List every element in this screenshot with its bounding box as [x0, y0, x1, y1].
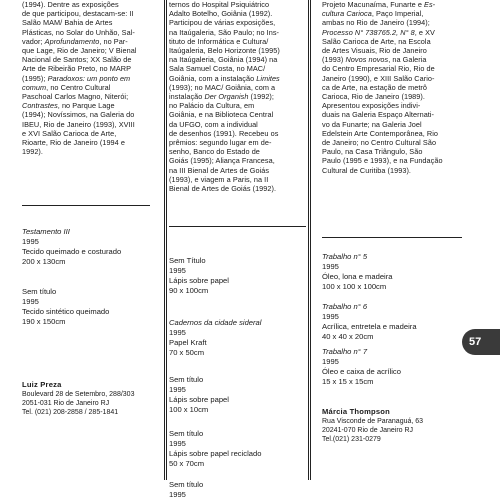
artwork-title: Sem título [22, 287, 57, 296]
bio-line: da UFGO, com a individual [169, 119, 258, 129]
column-divider-right-inner [308, 0, 309, 480]
bio-line: Apresentou exposições indivi- [322, 101, 421, 111]
artwork-entry [169, 318, 306, 358]
bio-line: Itaúgaleria, Belo Horizonte (1995) [169, 46, 280, 56]
artwork-entry [22, 287, 150, 327]
artwork-title: Sem título [169, 480, 204, 489]
contact-postal: 2051-031 Rio de Janeiro RJ [22, 400, 110, 407]
bio-line: (1993), e viagem a Paris, na II [169, 174, 269, 184]
page-number-tab: 57 [462, 329, 500, 355]
artwork-medium: Lápis sobre papel [169, 276, 229, 285]
bio-line: cultura Carioca, Paço Imperial, [322, 9, 424, 19]
bio-line: (1994); Novíssimos, na Galeria do [22, 110, 135, 120]
bio-line: Edelstein Arte Contemporânea, Rio [322, 128, 439, 138]
bio-line: Janeiro (1990), e XIII Salão Cario- [322, 73, 435, 83]
bio-line: comum, no Centro Cultural [22, 82, 111, 92]
artwork-medium: Óleo e caixa de acrílico [322, 367, 401, 376]
artwork-title: Trabalho n° 7 [322, 347, 368, 356]
bio-line: ternos do Hospital Psiquiátrico [169, 0, 270, 9]
artwork-size: 90 x 100cm [169, 286, 209, 295]
bio-line: Cultural de Curitiba (1993). [322, 165, 412, 175]
artwork-size: 70 x 50cm [169, 348, 205, 357]
bio-line: que Lage, Rio de Janeiro; V Bienal [22, 46, 137, 56]
contact-phone: Tel. (021) 208-2858 / 285-1841 [22, 409, 119, 416]
artwork-title: Testamento III [22, 227, 70, 236]
artwork-title: Sem Título [169, 256, 206, 265]
artwork-medium: Óleo, lona e madeira [322, 272, 393, 281]
artwork-medium: Acrílica, entretela e madeira [322, 322, 417, 331]
artwork-size: 200 x 130cm [22, 257, 66, 266]
artwork-title: Sem título [169, 429, 204, 438]
section-divider [22, 205, 150, 206]
artwork-medium: Lápis sobre papel [169, 395, 229, 404]
bio-line: Processo N° 738765.2, N° 8, e XV [322, 27, 435, 37]
artwork-entry [169, 256, 306, 296]
artwork-entry [169, 480, 306, 500]
bio-line: (1993); no MAC/ Goiânia, com a [169, 82, 276, 92]
column-left [22, 0, 150, 500]
column-divider-left-inner [166, 0, 167, 480]
bio-line: Adalto Botelho, Goiânia (1992). [169, 9, 273, 19]
bio-line: Nacional de Santos; XX Salão de [22, 55, 132, 65]
bio-line: Rioarte, Rio de Janeiro (1994 e [22, 138, 125, 148]
bio-line: 1992). [22, 147, 43, 157]
artwork-entry [169, 375, 306, 415]
bio-line: Goiânia, com a instalação Limites [169, 73, 280, 83]
section-divider [322, 237, 462, 238]
bio-line: de que participou, destacam-se: II [22, 9, 134, 19]
artwork-year: 1995 [169, 328, 186, 337]
bio-line: de desenhos (1991). Recebeu os [169, 128, 279, 138]
column-divider-left [164, 0, 165, 480]
bio-line: (1995); Paradoxos: um ponto em [22, 73, 131, 83]
bio-text-right [322, 0, 462, 175]
artwork-title: Cadernos da cidade sideral [169, 318, 262, 327]
artwork-entry [322, 347, 462, 387]
artwork-year: 1995 [322, 357, 339, 366]
bio-line: e XVI Salão Carioca de Arte, [22, 128, 117, 138]
bio-line: Paschoal Carlos Magno, Niterói; [22, 92, 129, 102]
artist-name: Márcia Thompson [322, 407, 390, 416]
bio-line: senho, Banco do Estado de [169, 147, 260, 157]
bio-line: Arte de Ribeirão Preto, no MARP [22, 64, 132, 74]
bio-line: Participou de várias exposições, [169, 18, 276, 28]
bio-line: Bienal de Artes de Goiás (1992). [169, 184, 277, 194]
bio-line: IBEU, Rio de Janeiro (1993), XVIII [22, 119, 135, 129]
contact-postal: 20241-070 Rio de Janeiro RJ [322, 427, 414, 434]
artwork-entry [169, 429, 306, 469]
bio-line: duais na Galeria Espaço Alternati- [322, 110, 435, 120]
bio-line: (1993) Novos novos, na Galeria [322, 55, 427, 65]
bio-line: na Itaúgaleria, São Paulo; no Ins- [169, 27, 280, 37]
artist-name: Luiz Preza [22, 380, 62, 389]
contact-phone: Tel.(021) 231-0279 [322, 436, 381, 443]
artwork-size: 100 x 10cm [169, 405, 209, 414]
artist-contact [322, 407, 462, 444]
artwork-year: 1995 [22, 237, 39, 246]
contact-address: Boulevard 28 de Setembro, 288/303 [22, 391, 135, 398]
artwork-year: 1995 [22, 297, 39, 306]
section-divider [169, 226, 306, 227]
bio-line: (1994). Dentre as exposições [22, 0, 119, 9]
artwork-size: 40 x 40 x 20cm [322, 332, 374, 341]
bio-line: vo da Funarte; na Galeria Joel [322, 119, 422, 129]
bio-line: de Janeiro; no Centro Cultural São [322, 138, 437, 148]
artwork-year: 1995 [169, 439, 186, 448]
artwork-title: Trabalho n° 5 [322, 252, 368, 261]
artwork-year: 1995 [169, 385, 186, 394]
artwork-entry [22, 227, 150, 267]
bio-line: Paulo (1995 e 1993), e na Fundação [322, 156, 443, 166]
bio-line: do Centro Empresarial Rio, Rio de [322, 64, 435, 74]
bio-line: na III Bienal de Artes de Goiás [169, 165, 270, 175]
artwork-size: 100 x 100 x 100cm [322, 282, 387, 291]
column-middle [169, 0, 306, 500]
bio-line: Plásticas, no Solar do Unhão, Sal- [22, 27, 135, 37]
artwork-medium: Tecido sintético queimado [22, 307, 110, 316]
artwork-size: 190 x 150cm [22, 317, 66, 326]
artwork-year: 1995 [169, 266, 186, 275]
artwork-size: 50 x 70cm [169, 459, 205, 468]
bio-line: Salão MAM/ Bahia de Artes [22, 18, 113, 28]
artist-contact [22, 380, 150, 417]
artwork-year: 1995 [169, 490, 186, 499]
bio-line: Goiás (1995); Aliança Francesa, [169, 156, 275, 166]
bio-line: de Artes Visuais, Rio de Janeiro [322, 46, 427, 56]
bio-line: ambas no Rio de Janeiro (1994); [322, 18, 430, 28]
bio-text-left [22, 0, 150, 156]
bio-line: Salão Carioca de Arte, na Escola [322, 36, 431, 46]
bio-line: Sala Samuel Costa, no MAC/ [169, 64, 266, 74]
artwork-entry [322, 302, 462, 342]
bio-line: Contrastes, no Parque Lage [22, 101, 115, 111]
bio-line: no Palácio da Cultura, em [169, 101, 255, 111]
bio-line: na Itaúgaleria, Goiânia (1994) na [169, 55, 278, 65]
column-right [322, 0, 462, 500]
artwork-medium: Lápis sobre papel reciclado [169, 449, 262, 458]
artwork-medium: Tecido queimado e costurado [22, 247, 122, 256]
bio-line: Carioca, Rio de Janeiro (1989). [322, 92, 425, 102]
artwork-year: 1995 [322, 312, 339, 321]
bio-line: ca de Arte, na estação de metrô [322, 82, 427, 92]
bio-line: Goiânia, e na Biblioteca Central [169, 110, 274, 120]
artwork-entry [322, 252, 462, 292]
bio-line: vador; Aprofundamento, no Par- [22, 36, 128, 46]
artwork-size: 15 x 15 x 15cm [322, 377, 374, 386]
bio-line: prêmios: segundo lugar em de- [169, 138, 272, 148]
bio-line: Paulo, na Casa Triângulo, São [322, 147, 423, 157]
artwork-medium: Papel Kraft [169, 338, 207, 347]
bio-line: instalação Der Organish (1992); [169, 92, 274, 102]
artwork-year: 1995 [322, 262, 339, 271]
artwork-title: Sem título [169, 375, 204, 384]
bio-text-middle [169, 0, 306, 193]
bio-line: Projeto Macunaíma, Funarte e Es- [322, 0, 436, 9]
bio-line: tituto de Informática e Cultura/ [169, 36, 269, 46]
artwork-title: Trabalho n° 6 [322, 302, 368, 311]
contact-address: Rua Visconde de Paranaguá, 63 [322, 418, 424, 425]
column-divider-right [310, 0, 311, 480]
